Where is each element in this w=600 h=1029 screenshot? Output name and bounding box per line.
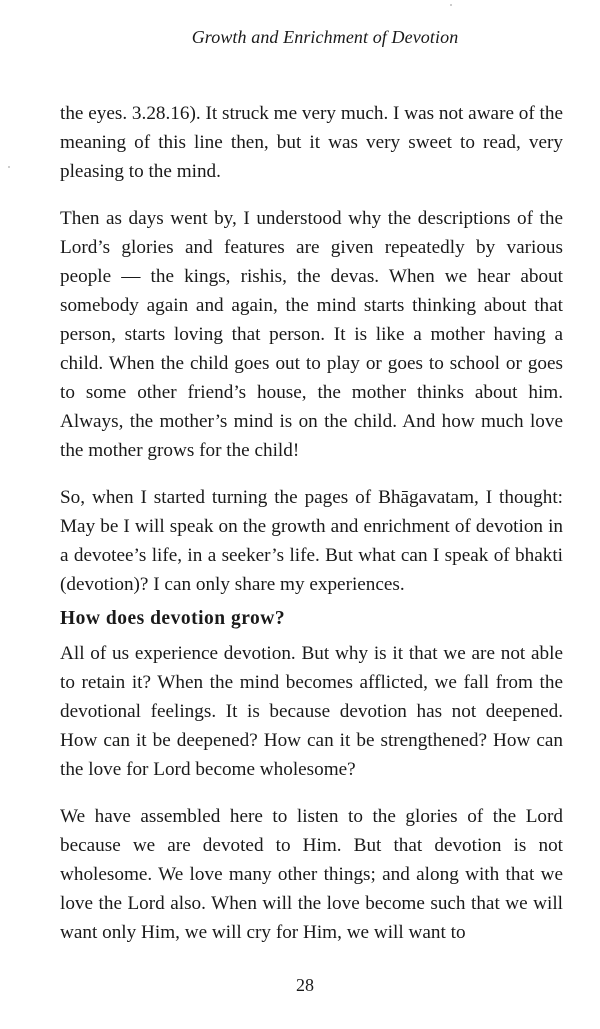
body-text xyxy=(60,99,563,947)
print-speck xyxy=(450,4,452,6)
paragraph-4: All of us experience devotion. But why is it that we are not able to retain it? When the mind becomes afflicted, we fall from the devotional feelings. It is because devotion has not deepened. How can it be deepened? How can it be strengthened? How can the love for Lord become wholesome? xyxy=(60,643,563,780)
page-number: 28 xyxy=(296,975,314,995)
paragraph-1: the eyes. 3.28.16). It struck me very much. I was not aware of the meaning of this line then, but it was very sweet to read, very pleasing to the mind. xyxy=(60,103,563,182)
print-speck xyxy=(8,166,10,168)
section-heading: How does devotion grow? xyxy=(60,608,286,629)
paragraph-5: We have assembled here to listen to the glories of the Lord because we are devoted to Him. But that devotion is not wholesome. We love many other things; and along with that we love the Lord also. When will the love become such that we will want only Him, we will cry for Him, we will want to xyxy=(60,806,563,943)
running-header: Growth and Enrichment of Devotion xyxy=(191,27,459,47)
paragraph-2: Then as days went by, I understood why the descriptions of the Lord’s glories and features are given repeatedly by various people — the kings, rishis, the devas. When we hear about somebody again and again, the mind starts thinking about that person, starts loving that person. It is like a mother having a child. When the child goes out to play or goes to school or goes to some other friend’s house, the mother thinks about him. Always, the mother’s mind is on the child. And how much love the mother grows for the child! xyxy=(60,208,563,461)
paragraph-3: So, when I started turning the pages of Bhāgavatam, I thought: May be I will speak on the growth and enrichment of devotion in a devotee’s life, in a seeker’s life. But what can I speak of bhakti (devotion)? I can only share my experiences. xyxy=(60,487,563,595)
